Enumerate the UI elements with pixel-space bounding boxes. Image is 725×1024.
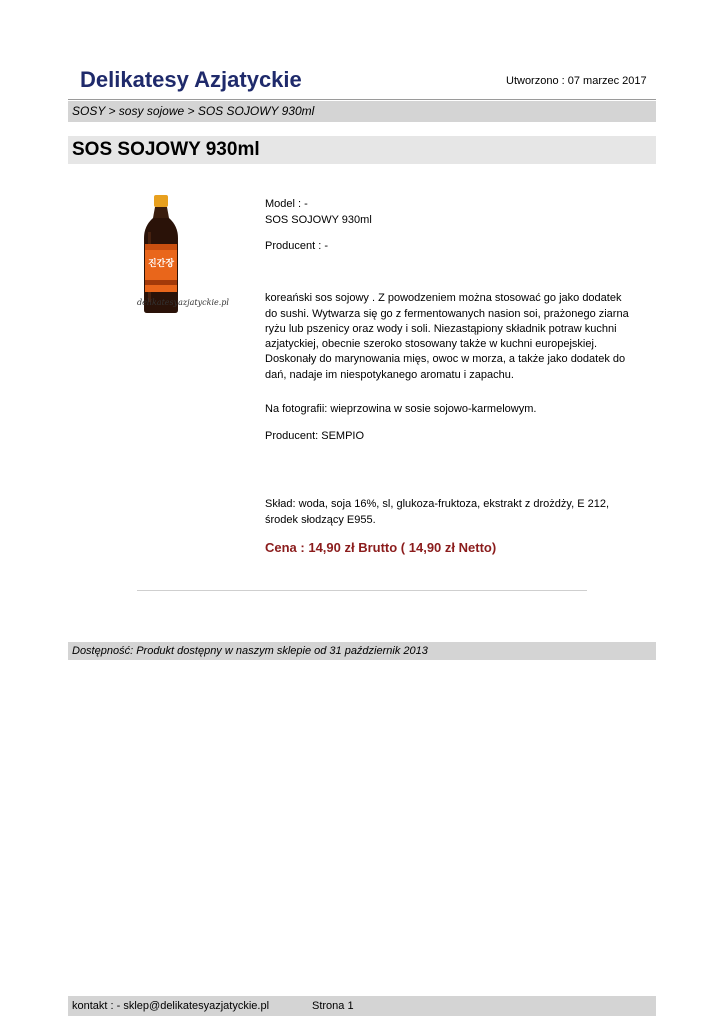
product-name-line: SOS SOJOWY 930ml <box>265 214 372 226</box>
photo-watermark: delikatesyazjatyckie.pl <box>137 298 229 307</box>
producer-line: Producent : - <box>265 240 328 252</box>
photo-note-text: Na fotografii: wieprzowina w sosie sojowo-karmelowym. <box>265 403 537 415</box>
price: Cena : 14,90 zł Brutto ( 14,90 zł Netto) <box>265 540 497 555</box>
producer-note <box>265 429 625 445</box>
header-divider <box>68 99 656 100</box>
shop-title: Delikatesy Azjatyckie <box>80 67 302 92</box>
product-description <box>265 291 630 383</box>
composition <box>265 497 615 528</box>
bottle-cap <box>154 195 168 207</box>
composition-text-2: l, glukoza-fruktoza, ekstrakt z drożdży, E 212, środek słodzący E955. <box>265 498 610 526</box>
producer-note-text: Producent: SEMPIO <box>265 430 365 442</box>
photo-note <box>265 402 625 418</box>
product-title: SOS SOJOWY 930ml <box>72 139 260 160</box>
availability-text: Dostępność: Produkt dostępny w naszym sklepie od 31 październik 2013 <box>72 645 428 657</box>
model-line: Model : - <box>265 198 308 210</box>
description-text-2: Z powodzeniem można stosować go jako dodatek do sushi. Wytwarza się go z fermentowanych nasion soi, prażonego ziarna ryżu lub pszenicy oraz wody i soli. Niezastąpiony składnik potraw kuchni azjatyckiej, obecnie szeroko stosowany także w kuchni europejskiej. Doskonały do marynowania mięs, owoc <box>265 292 629 365</box>
description-text-3: w morza, a także jako dodatek do dań, nadaje im niespotykanego aromatu i zapachu. <box>265 353 626 381</box>
content-divider <box>137 590 587 591</box>
footer-contact: kontakt : - sklep@delikatesyazjatyckie.pl <box>72 1000 270 1012</box>
breadcrumb: SOSY > sosy sojowe > SOS SOJOWY 930ml <box>72 104 315 118</box>
description-text-1: koreański sos sojowy . <box>265 292 376 304</box>
composition-text-1: Skład: woda, soja 16%, s <box>265 498 388 510</box>
footer-page-number: Strona 1 <box>312 1000 354 1012</box>
label-korean-text: 진간장 <box>147 259 175 269</box>
product-photo <box>74 192 250 316</box>
created-date: Utworzono : 07 marzec 2017 <box>506 75 647 87</box>
